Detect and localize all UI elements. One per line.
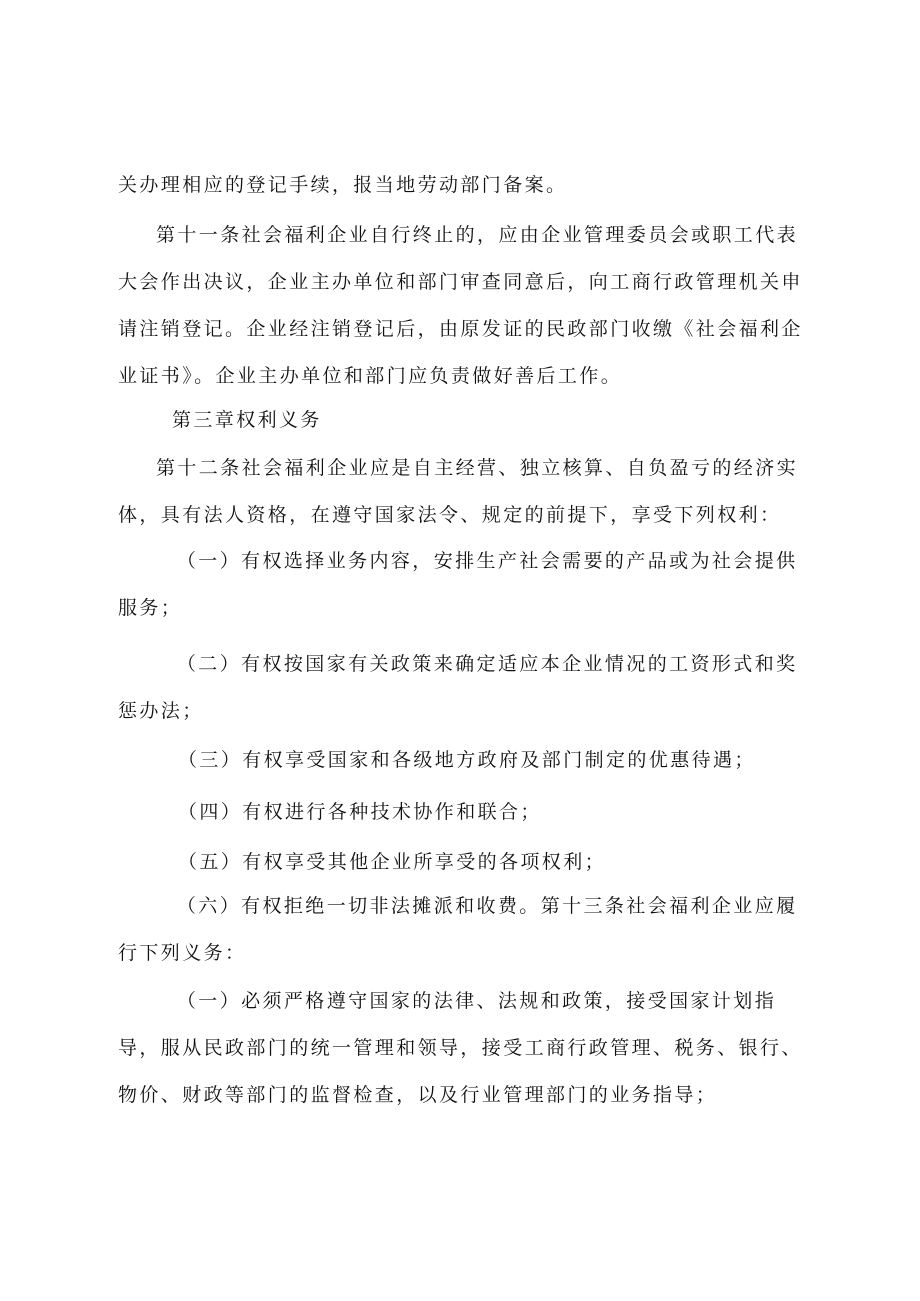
list-item-duty-1: （一）必须严格遵守国家的法律、法规和政策，接受国家计划指导，服从民政部门的统一管理和领导，接受工商行政管理、税务、银行、物价、财政等部门的监督检查，以及行业管理部门的业务指导； [118,990,803,1106]
chapter-heading: 第三章权利义务 [172,409,322,431]
list-item-right-2: （二）有权按国家有关政策来确定适应本企业情况的工资形式和奖惩办法； [118,653,798,722]
list-item-right-1: （一）有权选择业务内容，安排生产社会需要的产品或为社会提供服务； [118,550,798,619]
paragraph-article-12: 第十二条社会福利企业应是自主经营、独立核算、自负盈亏的经济实体，具有法人资格，在遵守国家法令、规定的前提下，享受下列权利： [118,457,799,526]
list-item-right-3: （三）有权享受国家和各级地方政府及部门制定的优惠待遇； [178,749,756,771]
list-item-right-4: （四）有权进行各种技术协作和联合； [178,801,542,823]
list-item-right-6: （六）有权拒绝一切非法摊派和收费。第十三条社会福利企业应履行下列义务： [118,895,798,964]
paragraph-article-11: 第十一条社会福利企业自行终止的，应由企业管理委员会或职工代表大会作出决议，企业主办单位和部门审查同意后，向工商行政管理机关申请注销登记。企业经注销登记后，由原发证的民政部门收缴《社会福利企业证书》。企业主办单位和部门应负责做好善后工作。 [118,224,803,387]
list-item-right-5: （五）有权享受其他企业所享受的各项权利； [178,851,607,873]
paragraph-continuation: 关办理相应的登记手续，报当地劳动部门备案。 [118,174,568,196]
